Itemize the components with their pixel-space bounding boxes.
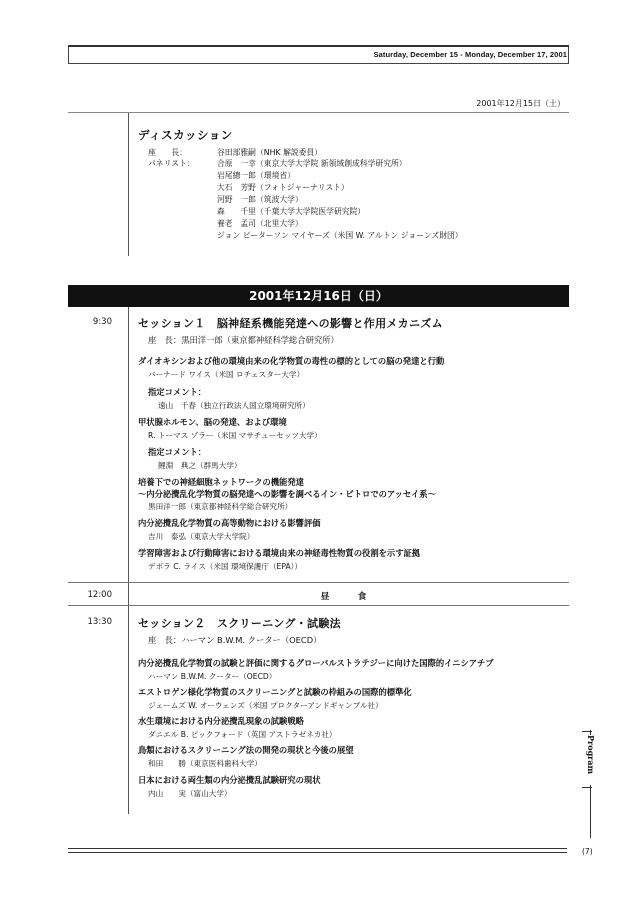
time-column-rule xyxy=(128,113,129,256)
time-column-rule xyxy=(128,307,129,814)
talk-subtitle: ～内分泌攪乱化学物質の脳発達への影響を調べるイン・ビトロでのアッセイ系～ xyxy=(138,489,436,499)
comment-label: 指定コメント： xyxy=(148,387,207,397)
session2-chair: 座 長：ハーマン B.W.M. クーター（OECD） xyxy=(148,635,322,645)
panelist: 岩尾總一郎（環境省） xyxy=(217,171,295,180)
side-tab-tick xyxy=(582,731,592,732)
lunch-label: 昼 食 xyxy=(320,592,377,602)
talk-speaker: R. トーマス ゾラー（米国 マサチューセッツ大学） xyxy=(148,431,322,440)
panelist-label: パネリスト： xyxy=(148,159,195,168)
panelist: 河野 一郎（筑波大学） xyxy=(217,195,303,204)
talk-title: 学習障害および行動障害における環境由来の神経毒性物質の役割を示す証拠 xyxy=(138,548,421,558)
footer-rule xyxy=(68,852,567,853)
panelist: 大石 芳野（フォトジャーナリスト） xyxy=(217,183,349,192)
talk-title: 甲状腺ホルモン、脳の発達、および環境 xyxy=(138,417,287,427)
side-tab-label: Program xyxy=(586,735,596,775)
header-date-range: Saturday, December 15 - Monday, December 17, 2001 xyxy=(373,50,567,59)
discussion-title: ディスカッション xyxy=(138,128,233,142)
talk-speaker: 内山 実（富山大学） xyxy=(148,789,232,798)
day2-date-bar: 2001年12月16日（日） xyxy=(68,285,569,307)
page-number: (7) xyxy=(582,847,593,856)
talk-title: 水生環境における内分泌攪乱現象の試験戦略 xyxy=(138,716,304,726)
session1-time: 9:30 xyxy=(92,317,112,327)
top-rule xyxy=(68,112,569,113)
talk-speaker: 和田 勝（東京医科歯科大学） xyxy=(148,759,262,768)
talk-title: 日本における両生類の内分泌攪乱試験研究の現状 xyxy=(138,775,321,785)
side-tab-tick xyxy=(582,787,592,788)
comment-label: 指定コメント： xyxy=(148,447,207,457)
talk-title: 培養下での神経細胞ネットワークの機能発達 xyxy=(138,477,304,487)
talk-speaker: デボラ C. ライス（米国 環境保護庁（EPA）） xyxy=(148,562,303,571)
panelist: 合原 一幸（東京大学大学院 新領域創成科学研究所） xyxy=(217,159,407,168)
talk-speaker: ハーマン B.W.M. クーター（OECD） xyxy=(148,672,277,681)
footer-rule xyxy=(68,848,567,849)
day1-date: 2001年12月15日（土） xyxy=(476,99,565,108)
lunch-time: 12:00 xyxy=(87,590,112,600)
talk-speaker: 遠山 千春（独立行政法人国立環境研究所） xyxy=(158,401,310,410)
talk-speaker: 黒田洋一郎（東京都神経科学総合研究所） xyxy=(148,502,293,511)
session1-title: セッション１ 脳神経系機能発達への影響と作用メカニズム xyxy=(138,317,443,330)
session2-time: 13:30 xyxy=(87,617,112,627)
chair-name: 谷田部雅嗣（NHK 解説委員） xyxy=(217,148,323,157)
panelist: 森 千里（千葉大学大学院医学研究院） xyxy=(217,207,366,216)
lunch-rule-top xyxy=(68,582,569,583)
talk-speaker: ジェームズ W. オーウェンズ（米国 プロクターアンドギャンブル社） xyxy=(148,701,383,710)
talk-speaker: 吉川 泰弘（東京大学大学院） xyxy=(148,532,255,541)
talk-title: エストロゲン様化学物質のスクリーニングと試験の枠組みの国際的標準化 xyxy=(138,687,412,697)
panelist: ジョン ピーターソン マイヤーズ（米国 W. アルトン ジョーンズ財団） xyxy=(217,231,463,240)
talk-title: 鳥類におけるスクリーニング法の開発の現状と今後の展望 xyxy=(138,745,354,755)
chair-label: 座 長： xyxy=(148,148,187,157)
session2-title: セッション２ スクリーニング・試験法 xyxy=(138,617,341,630)
lunch-rule-bottom xyxy=(68,605,569,606)
talk-title: ダイオキシンおよび他の環境由来の化学物質の毒性の標的としての脳の発達と行動 xyxy=(138,356,445,366)
talk-title: 内分泌攪乱化学物質の高等動物における影響評価 xyxy=(138,518,321,528)
talk-title: 内分泌攪乱化学物質の試験と評価に関するグローバルストラテジーに向けた国際的イニシアチブ xyxy=(138,658,494,668)
session1-chair: 座 長：黒田洋一郎（東京都神経科学総合研究所） xyxy=(148,335,339,345)
talk-speaker: ダニエル B. ピックフォード（英国 アストラゼネカ社） xyxy=(148,730,337,739)
talk-speaker: 鯉淵 典之（群馬大学） xyxy=(158,461,242,470)
panelist: 養老 孟司（北里大学） xyxy=(217,219,303,228)
talk-speaker: バーナード ワイス（米国 ロチェスター大学） xyxy=(148,370,305,379)
